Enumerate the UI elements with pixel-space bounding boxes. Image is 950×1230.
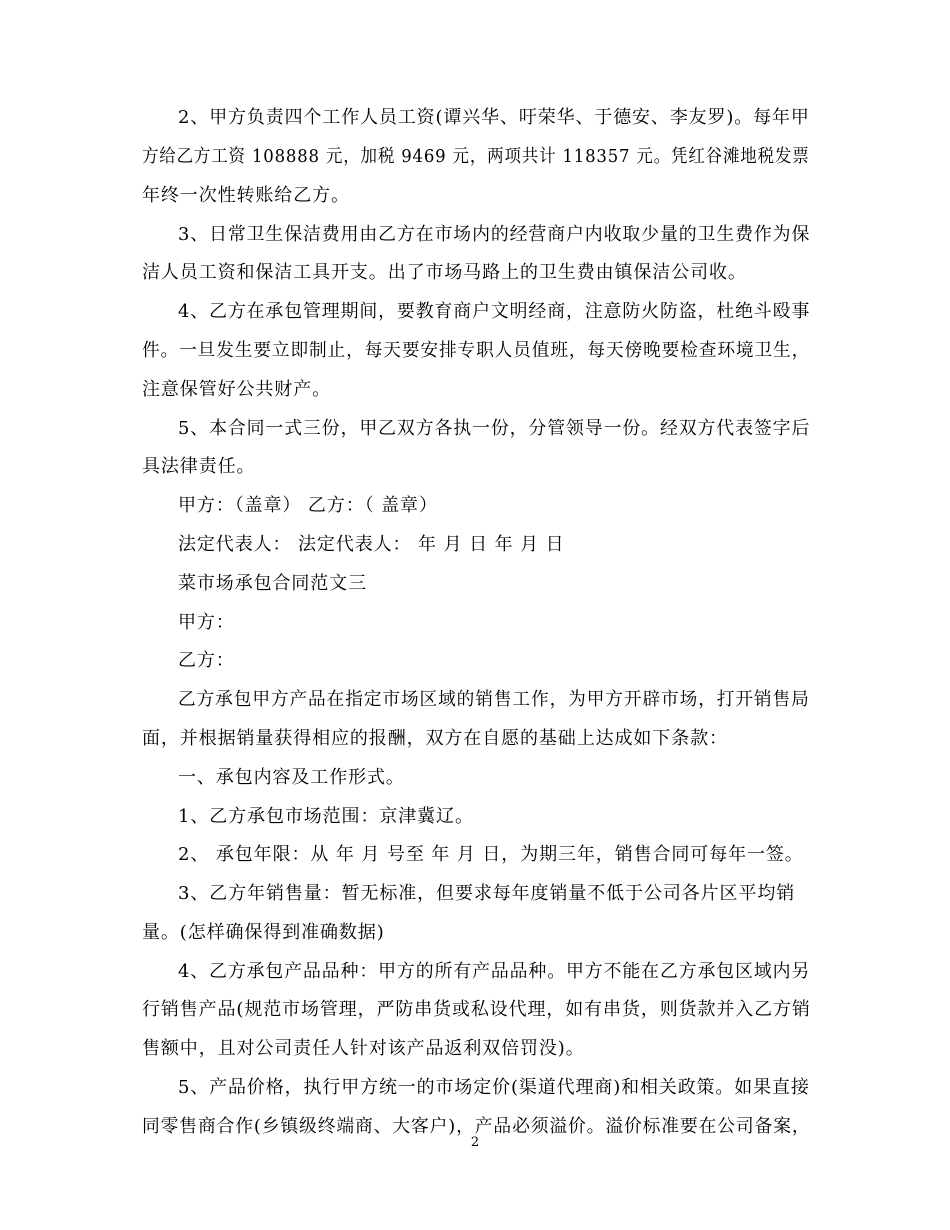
text-line: 面，并根据销量获得相应的报酬，双方在自愿的基础上达成如下条款： <box>142 728 728 749</box>
text-line: 行销售产品(规范市场管理，严防串货或私设代理，如有串货，则货款并入乙方销 <box>142 999 811 1020</box>
text-line: 同零售商合作(乡镇级终端商、大客户)，产品必须溢价。溢价标准要在公司备案， <box>142 1116 811 1137</box>
text-line: 一、承包内容及工作形式。 <box>178 767 405 788</box>
text-line: 乙方承包甲方产品在指定市场区域的销售工作，为甲方开辟市场，打开销售局 <box>178 689 810 710</box>
text-line: 3、日常卫生保洁费用由乙方在市场内的经营商户内收取少量的卫生费作为保 <box>178 224 811 245</box>
text-line: 年终一次性转账给乙方。 <box>142 185 350 206</box>
text-line: 量。(怎样确保得到准确数据) <box>142 922 385 943</box>
text-line: 5、本合同一式三份，甲乙双方各执一份，分管领导一份。经双方代表签字后 <box>178 418 811 439</box>
text-line: 售额中，且对公司责任人针对该产品返利双倍罚没)。 <box>142 1038 585 1059</box>
text-line: 4、乙方在承包管理期间，要教育商户文明经商，注意防火防盗，杜绝斗殴事 <box>178 301 811 322</box>
text-line: 洁人员工资和保洁工具开支。出了市场马路上的卫生费由镇保洁公司收。 <box>142 262 747 283</box>
text-line: 3、乙方年销售量：暂无标准，但要求每年度销量不低于公司各片区平均销 <box>178 883 796 904</box>
text-line: 方给乙方工资 108888 元，加税 9469 元，两项共计 118357 元。凭红谷滩地税发票 <box>142 146 810 167</box>
text-line: 乙方： <box>178 650 235 671</box>
text-line: 甲方： <box>178 612 235 633</box>
text-line: 法定代表人： 法定代表人： 年 月 日 年 月 日 <box>178 534 565 555</box>
text-line: 4、乙方承包产品品种：甲方的所有产品品种。甲方不能在乙方承包区域内另 <box>178 961 811 982</box>
text-line: 甲方：（盖章） 乙方：（ 盖章） <box>178 495 438 516</box>
text-line: 1、乙方承包市场范围：京津冀辽。 <box>178 806 474 827</box>
text-line: 5、产品价格，执行甲方统一的市场定价(渠道代理商)和相关政策。如果直接 <box>178 1077 810 1098</box>
text-line: 2、甲方负责四个工作人员工资(谭兴华、吁荣华、于德安、李友罗)。每年甲 <box>178 107 810 128</box>
text-line: 注意保管好公共财产。 <box>142 379 331 400</box>
text-line: 2、 承包年限：从 年 月 号至 年 月 日，为期三年，销售合同可每年一签。 <box>178 844 804 865</box>
text-line: 菜市场承包合同范文三 <box>178 573 367 594</box>
text-line: 具法律责任。 <box>142 456 256 477</box>
page-number: 2 <box>470 1135 480 1150</box>
text-line: 件。一旦发生要立即制止，每天要安排专职人员值班，每天傍晚要检查环境卫生， <box>142 340 811 361</box>
